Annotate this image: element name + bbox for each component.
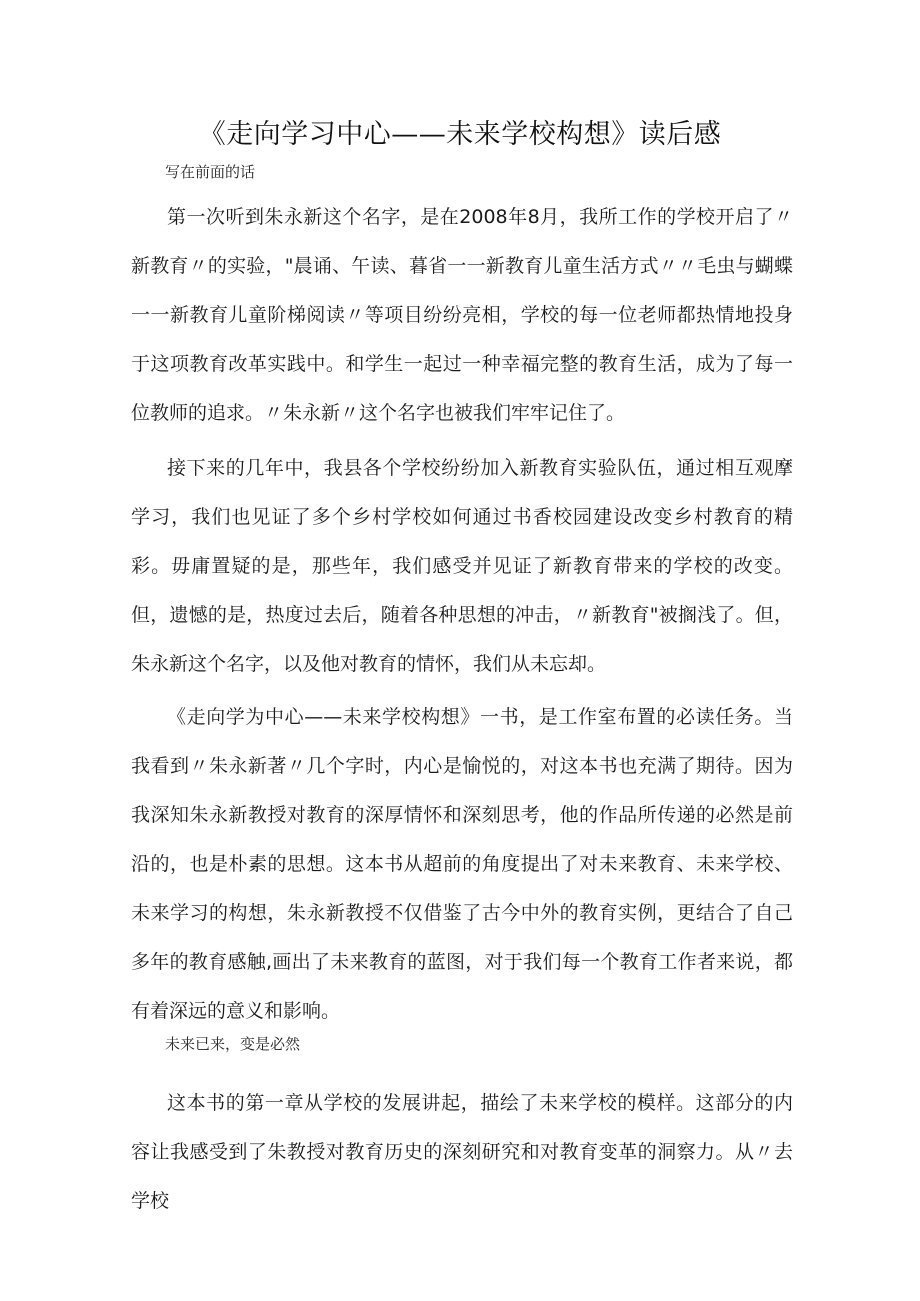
section-heading-preface: 写在前面的话 bbox=[165, 163, 256, 181]
document-title: 《走向学习中心——未来学校构想》读后感 bbox=[198, 119, 722, 150]
paragraph-2: 接下来的几年中，我县各个学校纷纷加入新教育实验队伍，通过相互观摩学习，我们也见证了多个乡村学校如何通过书香校园建设改变乡村教育的精彩。毋庸置疑的是，那些年，我们感受并见证了新教育带来的学校的改变。但，遗憾的是，热度过去后，随着各种思想的冲击，〃新教育"被搁浅了。但，朱永新这个名字，以及他对教育的情怀，我们从未忘却。 bbox=[131, 457, 793, 675]
paragraph-1: 第一次听到朱永新这个名字，是在2008年8月，我所工作的学校开启了〃新教育〃的实验，"晨诵、午读、暮省一一新教育儿童生活方式〃〃毛虫与蝴蝶一一新教育儿童阶梯阅读〃等项目纷纷亮相，学校的每一位老师都热情地投身于这项教育改革实践中。和学生一起过一种幸福完整的教育生活，成为了每一位教师的追求。〃朱永新〃这个名字也被我们牢牢记住了。 bbox=[131, 206, 793, 424]
paragraph-4: 这本书的第一章从学校的发展讲起，描绘了未来学校的模样。这部分的内容让我感受到了朱教授对教育历史的深刻研究和对教育变革的洞察力。从〃去学校 bbox=[131, 1092, 793, 1212]
paragraph-3: 《走向学为中心——未来学校构想》一书，是工作室布置的必读任务。当我看到〃朱永新著〃几个字时，内心是愉悦的，对这本书也充满了期待。因为我深知朱永新教授对教育的深厚情怀和深刻思考，他的作品所传递的必然是前沿的，也是朴素的思想。这本书从超前的角度提出了对未来教育、未来学校、未来学习的构想，朱永新教授不仅借鉴了古今中外的教育实例，更结合了自己多年的教育感触,画出了未来教育的蓝图，对于我们每一个教育工作者来说，都有着深远的意义和影响。 bbox=[131, 706, 793, 1022]
section-heading-future: 未来已来，变是必然 bbox=[165, 1035, 301, 1053]
